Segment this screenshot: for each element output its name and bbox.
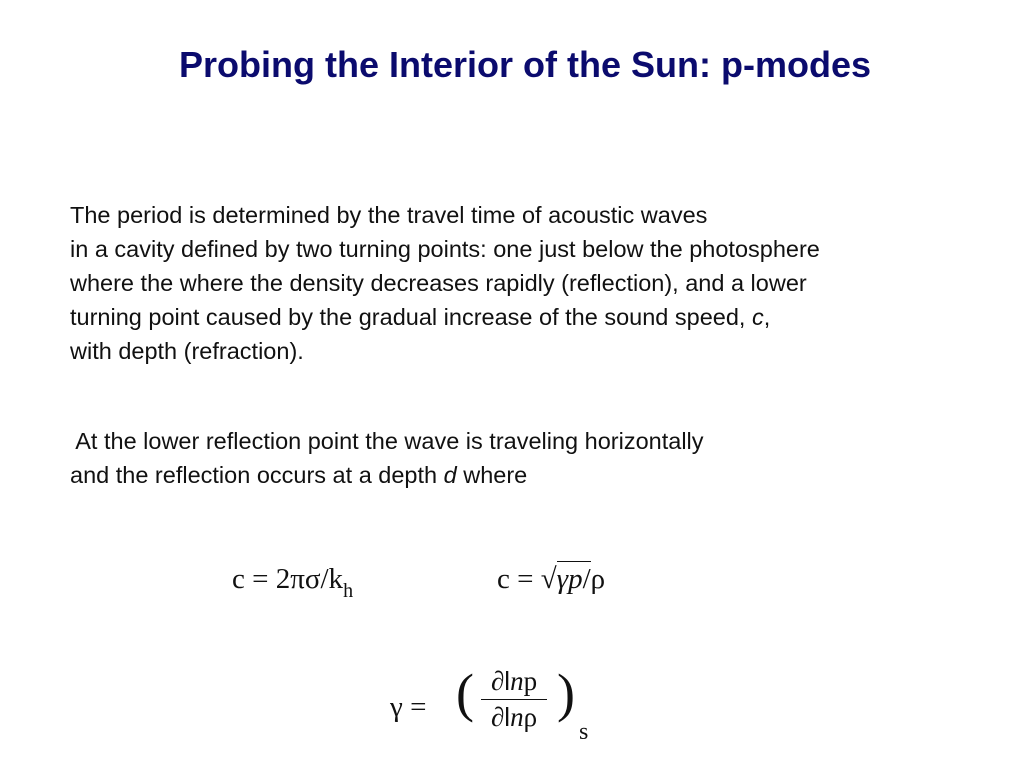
equation1-subscript: h bbox=[343, 580, 354, 602]
fraction-bar bbox=[481, 699, 547, 700]
numerator-ln-l: l bbox=[504, 666, 511, 696]
paragraph2-line1: At the lower reflection point the wave is traveling horizontally bbox=[70, 428, 704, 454]
density-symbol: ρ bbox=[590, 563, 606, 595]
equation-gamma-lhs: γ = bbox=[390, 691, 427, 723]
equation-sound-speed-pressure bbox=[497, 563, 605, 596]
gamma-symbol: γ bbox=[556, 563, 569, 595]
right-parenthesis: ) bbox=[557, 663, 575, 723]
adiabatic-exponent-fraction bbox=[481, 665, 547, 733]
denominator-partial: ∂ bbox=[490, 702, 505, 732]
paragraph1-line2: in a cavity defined by two turning points: one just below the photosphere bbox=[70, 236, 820, 262]
denominator-ln-n: n bbox=[510, 702, 524, 732]
equation2-slash: / bbox=[582, 563, 591, 595]
numerator-ln-n: n bbox=[510, 666, 524, 696]
pressure-variable: p bbox=[568, 563, 583, 595]
sqrt-radicand bbox=[557, 561, 591, 595]
left-parenthesis: ( bbox=[456, 663, 474, 723]
fraction-numerator bbox=[481, 665, 547, 697]
paragraph1-line4 bbox=[70, 300, 1010, 334]
entropy-subscript: s bbox=[579, 719, 589, 745]
paragraph2-line2-where: where bbox=[456, 462, 528, 488]
paragraph-reflection-depth bbox=[70, 424, 970, 492]
denominator-variable: ρ bbox=[523, 702, 538, 732]
paragraph1-line1: The period is determined by the travel time of acoustic waves bbox=[70, 202, 708, 228]
paragraph-period-explanation bbox=[70, 198, 1010, 368]
equation1-main: c = 2πσ/k bbox=[232, 563, 344, 595]
equation2-prefix: c = √ bbox=[497, 563, 557, 595]
numerator-partial: ∂ bbox=[490, 666, 505, 696]
slide-title: Probing the Interior of the Sun: p-modes bbox=[179, 44, 871, 85]
sound-speed-variable: c bbox=[751, 304, 764, 330]
denominator-ln-l: l bbox=[504, 702, 511, 732]
paragraph2-line2 bbox=[70, 458, 970, 492]
depth-variable: d bbox=[443, 462, 457, 488]
equation-sound-speed-wavenumber bbox=[232, 563, 354, 602]
paragraph1-line3: where the where the density decreases rapidly (reflection), and a lower bbox=[70, 270, 807, 296]
paragraph1-line4-comma: , bbox=[763, 304, 771, 330]
numerator-variable: p bbox=[523, 666, 538, 696]
fraction-denominator bbox=[481, 701, 547, 733]
paragraph1-line4-text: turning point caused by the gradual increase of the sound speed, bbox=[70, 304, 752, 330]
paragraph1-line5: with depth (refraction). bbox=[70, 338, 304, 364]
paragraph2-line2-text: and the reflection occurs at a depth bbox=[70, 462, 444, 488]
